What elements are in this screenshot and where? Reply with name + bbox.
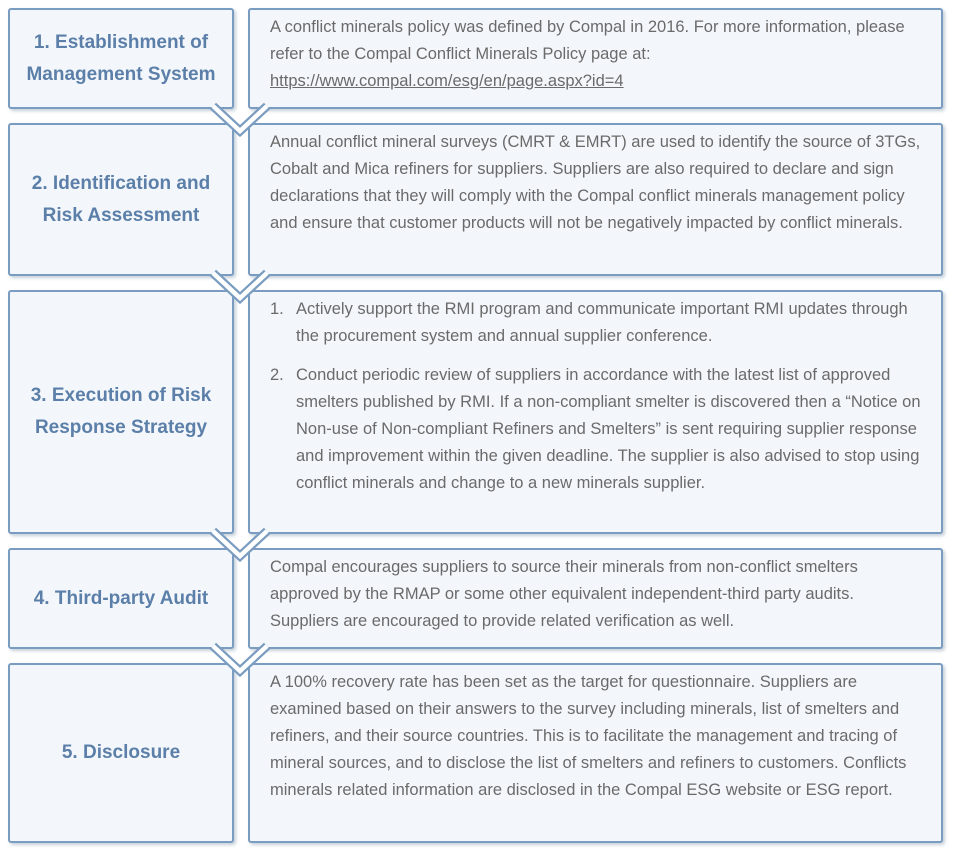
chevron-down-icon <box>207 642 273 676</box>
list-item <box>270 296 927 350</box>
step-5-description: A 100% recovery rate has been set as the target for questionnaire. Suppliers are examined based on their answers to the survey including minerals, list of smelters and refiners, and their source countries. This is to facilitate the management and tracing of mineral sources, and to disclose the list of smelters and refiners to customers. Conflicts minerals related information are disclosed in the Compal ESG website or ESG report. <box>270 673 907 799</box>
step-3-title: 3. Execution of Risk Response Strategy <box>30 385 212 438</box>
list-item <box>270 362 927 497</box>
step-4-description-box <box>248 548 943 649</box>
step-1-title-box <box>8 8 234 109</box>
step-4-title: 4. Third-party Audit <box>33 587 209 609</box>
policy-link[interactable]: https://www.compal.com/esg/en/page.aspx?id=4 <box>270 72 624 90</box>
step-5-description-box <box>248 663 943 843</box>
step-2-title: 2. Identification and Risk Assessment <box>31 172 211 226</box>
list-item-number: 2. <box>270 366 284 384</box>
step-3-description-box <box>248 290 943 534</box>
step-2-description-box <box>248 123 943 276</box>
step-2-description: Annual conflict mineral surveys (CMRT & EMRT) are used to identify the source of 3TGs, Cobalt and Mica refiners for suppliers. Suppliers are also required to declare and sign declarations that they will comply with the Compal conflict minerals management policy and ensure that customer products will not be negatively impacted by conflict minerals. <box>270 133 921 232</box>
step-5-title: 5. Disclosure <box>61 742 181 763</box>
step-1-description: A conflict minerals policy was defined by Compal in 2016. For more information, please refer to the Compal Conflict Minerals Policy page at: https://www.compal.com/esg/en/page.aspx?id=4 <box>270 18 905 90</box>
step-3-title-box <box>8 290 234 534</box>
chevron-down-icon <box>207 269 273 303</box>
chevron-down-icon <box>207 102 273 136</box>
step-4-title-box <box>8 548 234 649</box>
step-5-title-box <box>8 663 234 843</box>
list-item-number: 1. <box>270 300 284 318</box>
step-3-list <box>270 296 927 497</box>
step-1-description-box <box>248 8 943 109</box>
step-4-description: Compal encourages suppliers to source their minerals from non-conflict smelters approved by the RMAP or some other equivalent independent-third party audits. Suppliers are encouraged to provide related verification as well. <box>270 558 858 630</box>
step-2-title-box <box>8 123 234 276</box>
list-item-text: Conduct periodic review of suppliers in accordance with the latest list of approved smelters published by RMI. If a non-compliant smelter is discovered then a “Notice on Non-use of Non-compliant Refiners and Smelters” is sent requiring supplier response and improvement within the given deadline. The supplier is also advised to stop using conflict minerals and change to a new minerals supplier. <box>296 366 921 492</box>
step-1-title: 1. Establishment of Management System <box>26 31 216 85</box>
chevron-down-icon <box>207 527 273 561</box>
list-item-text: Actively support the RMI program and communicate important RMI updates through the procurement system and annual supplier conference. <box>296 300 908 345</box>
